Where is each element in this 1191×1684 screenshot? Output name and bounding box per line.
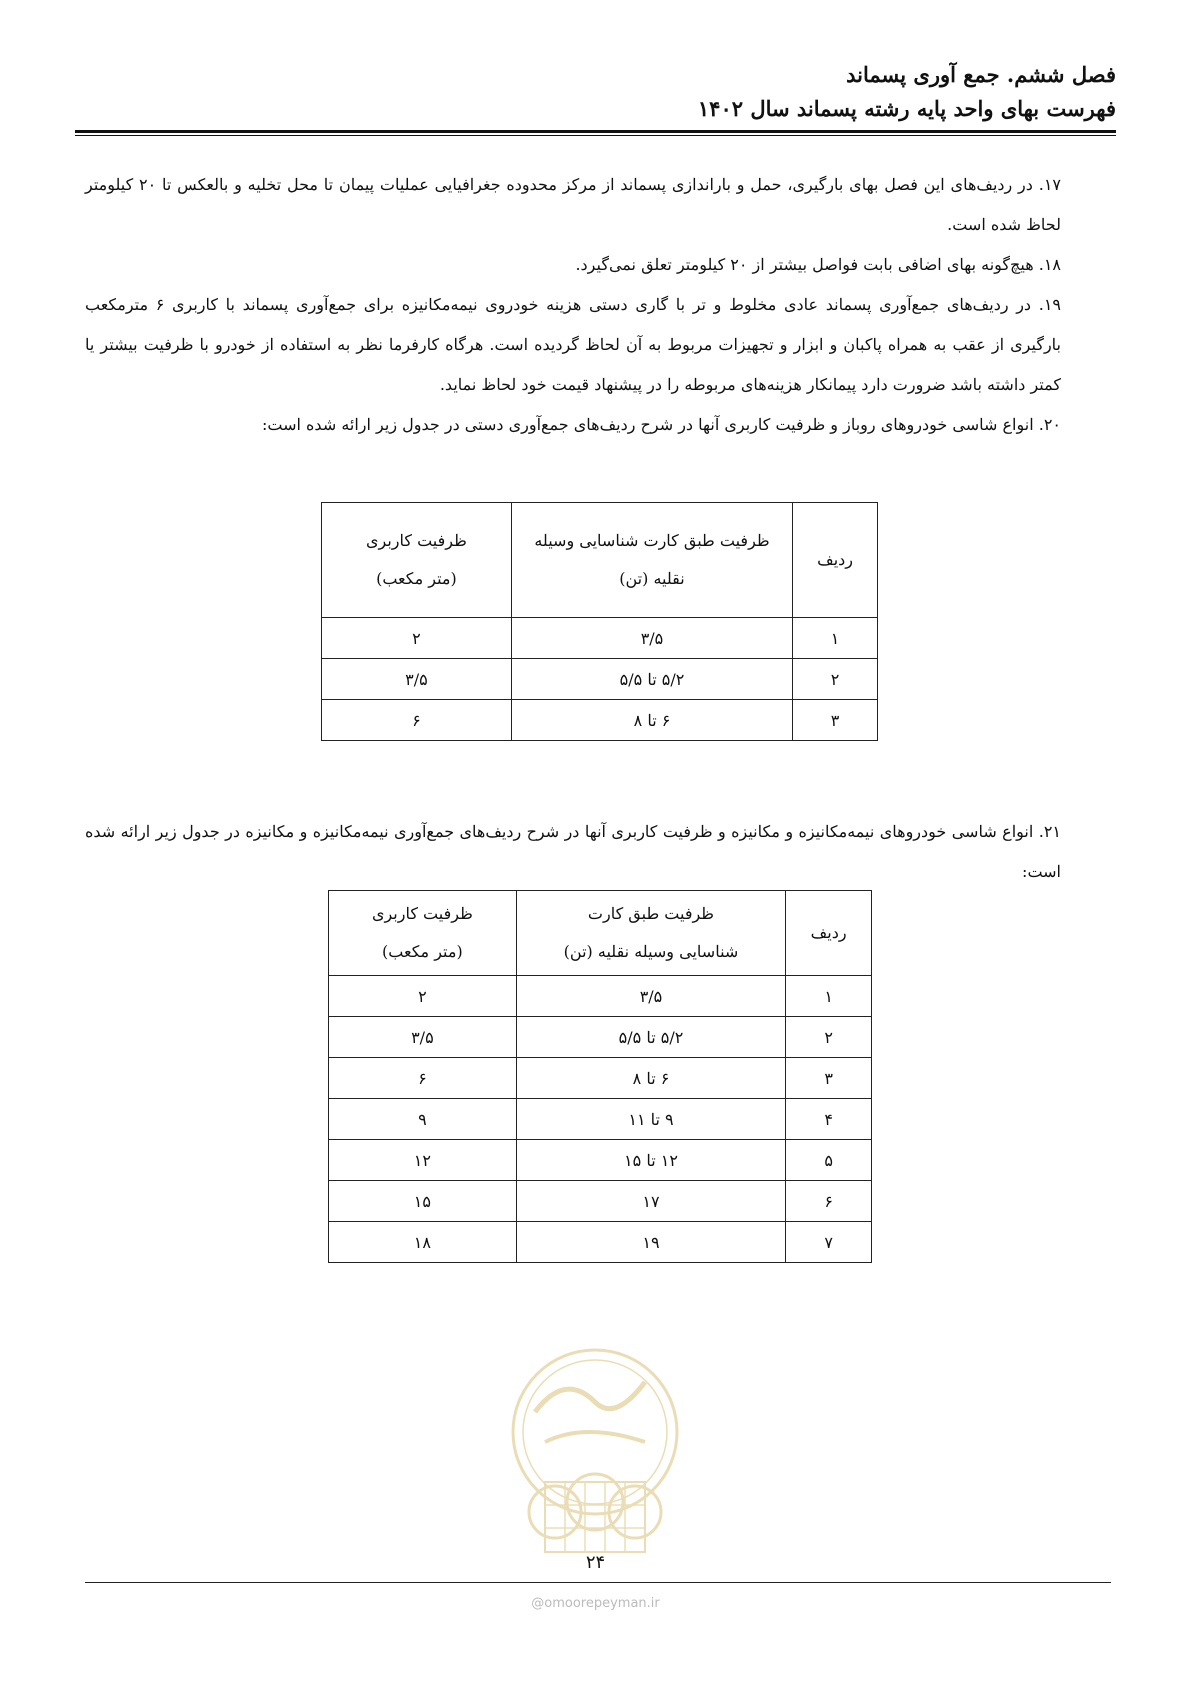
header-rule-thick xyxy=(75,130,1116,133)
header-usable-capacity: ظرفیت کاربری (متر مکعب) xyxy=(322,503,512,618)
cell-row-number: ۳ xyxy=(786,1058,872,1099)
table-row xyxy=(329,1222,872,1263)
paragraph-20: ۲۰. انواع شاسی خودروهای روباز و ظرفیت کاربری آنها در شرح ردیف‌های جمع‌آوری دستی در جدول زیر ارائه شده است: xyxy=(262,415,1061,434)
cell-usable-capacity: ۶ xyxy=(329,1058,517,1099)
header-row-number: ردیف xyxy=(786,891,872,976)
cell-row-number: ۴ xyxy=(786,1099,872,1140)
cell-registered-capacity: ۶ تا ۸ xyxy=(511,700,792,741)
paragraph-21-block xyxy=(85,812,1061,892)
watermark-url: @omoorepeyman.ir xyxy=(531,1596,660,1611)
header-registered-capacity: ظرفیت طبق کارت شناسایی وسیله نقلیه (تن) xyxy=(511,503,792,618)
table-row xyxy=(329,1099,872,1140)
table-row xyxy=(329,976,872,1017)
paragraph-21: ۲۱. انواع شاسی خودروهای نیمه‌مکانیزه و مکانیزه و ظرفیت کاربری آنها در شرح ردیف‌های جمع‌آوری نیمه‌مکانیزه و مکانیزه در جدول زیر ارائه شده است: xyxy=(85,822,1062,881)
table-header-row xyxy=(322,503,878,618)
document-subtitle: فهرست بهای واحد پایه رشته پسماند سال ۱۴۰۲ xyxy=(697,96,1116,121)
table-row xyxy=(329,1181,872,1222)
header-row-number: ردیف xyxy=(793,503,878,618)
cell-registered-capacity: ۵/۲ تا ۵/۵ xyxy=(511,659,792,700)
chapter-title: فصل ششم. جمع آوری پسماند xyxy=(846,62,1116,87)
paragraph-18: ۱۸. هیچ‌گونه بهای اضافی بابت فواصل بیشتر از ۲۰ کیلومتر تعلق نمی‌گیرد. xyxy=(575,255,1061,274)
mechanized-truck-capacity-table xyxy=(328,890,872,1263)
cell-registered-capacity: ۹ تا ۱۱ xyxy=(516,1099,785,1140)
cell-registered-capacity: ۳/۵ xyxy=(511,618,792,659)
cell-registered-capacity: ۱۷ xyxy=(516,1181,785,1222)
cell-row-number: ۲ xyxy=(786,1017,872,1058)
paragraph-19: ۱۹. در ردیف‌های جمع‌آوری پسماند عادی مخلوط و تر با گاری دستی هزینه خودروی نیمه‌مکانیزه برای جمع‌آوری پسماند با کاربری ۶ مترمکعب بارگیری از عقب به همراه پاکبان و ابزار و تجهیزات مربوط به آن لحاظ گردیده است. هرگاه کارفرما نظر به استفاده از خودرو با ظرفیت بیشتر یا کمتر داشته باشد ضرورت دارد پیمانکار هزینه‌های مربوطه را در پیشنهاد قیمت خود لحاظ نماید. xyxy=(85,295,1061,394)
header-usable-capacity: ظرفیت کاربری (متر مکعب) xyxy=(329,891,517,976)
table-row xyxy=(322,659,878,700)
table-row xyxy=(329,1017,872,1058)
page-number: ۲۴ xyxy=(585,1552,606,1573)
cell-usable-capacity: ۱۲ xyxy=(329,1140,517,1181)
open-truck-capacity-table xyxy=(321,502,878,741)
cell-usable-capacity: ۹ xyxy=(329,1099,517,1140)
cell-registered-capacity: ۳/۵ xyxy=(516,976,785,1017)
cell-row-number: ۵ xyxy=(786,1140,872,1181)
cell-usable-capacity: ۲ xyxy=(329,976,517,1017)
watermark-seal-icon xyxy=(505,1342,685,1567)
cell-usable-capacity: ۱۸ xyxy=(329,1222,517,1263)
table-row xyxy=(322,700,878,741)
paragraph-17: ۱۷. در ردیف‌های این فصل بهای بارگیری، حمل و باراندازی پسماند از مرکز محدوده جغرافیایی عملیات پیمان تا محل تخلیه و بالعکس تا ۲۰ کیلومتر لحاظ شده است. xyxy=(85,175,1061,234)
table-row xyxy=(329,1140,872,1181)
cell-row-number: ۱ xyxy=(793,618,878,659)
header-rule-thin xyxy=(75,135,1116,136)
cell-registered-capacity: ۵/۲ تا ۵/۵ xyxy=(516,1017,785,1058)
cell-usable-capacity: ۱۵ xyxy=(329,1181,517,1222)
cell-row-number: ۲ xyxy=(793,659,878,700)
body-paragraphs xyxy=(85,165,1061,445)
cell-usable-capacity: ۳/۵ xyxy=(322,659,512,700)
page-header xyxy=(75,58,1116,126)
table-row xyxy=(329,1058,872,1099)
cell-usable-capacity: ۶ xyxy=(322,700,512,741)
cell-registered-capacity: ۱۹ xyxy=(516,1222,785,1263)
cell-usable-capacity: ۲ xyxy=(322,618,512,659)
cell-registered-capacity: ۱۲ تا ۱۵ xyxy=(516,1140,785,1181)
cell-usable-capacity: ۳/۵ xyxy=(329,1017,517,1058)
footer-rule xyxy=(85,1582,1111,1583)
table-header-row xyxy=(329,891,872,976)
cell-row-number: ۶ xyxy=(786,1181,872,1222)
cell-registered-capacity: ۶ تا ۸ xyxy=(516,1058,785,1099)
cell-row-number: ۳ xyxy=(793,700,878,741)
cell-row-number: ۱ xyxy=(786,976,872,1017)
cell-row-number: ۷ xyxy=(786,1222,872,1263)
table-row xyxy=(322,618,878,659)
header-registered-capacity: ظرفیت طبق کارت شناسایی وسیله نقلیه (تن) xyxy=(516,891,785,976)
